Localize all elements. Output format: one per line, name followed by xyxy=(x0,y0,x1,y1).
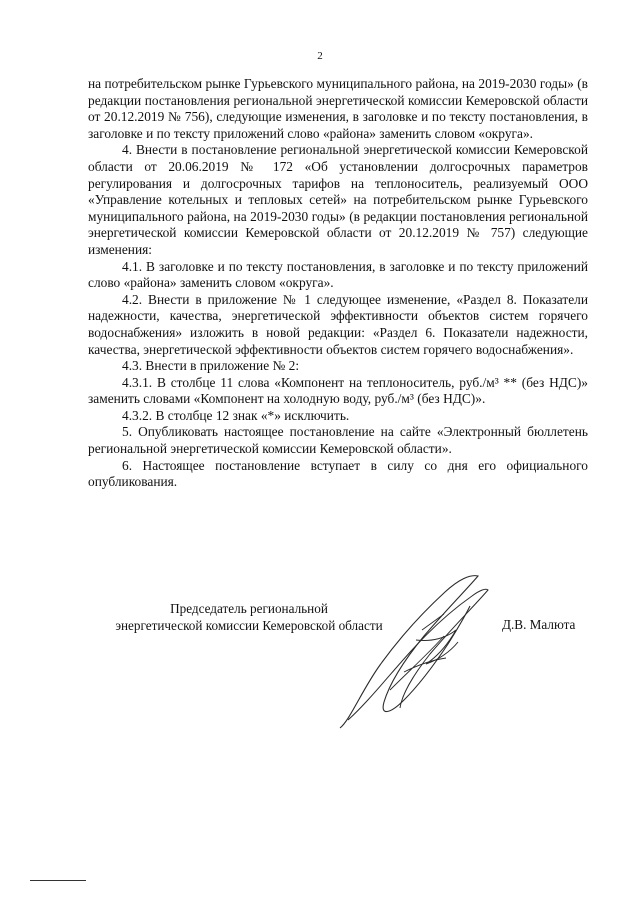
paragraph-item-4-3-2: 4.3.2. В столбце 12 знак «*» исключить. xyxy=(122,407,350,423)
footer-rule xyxy=(30,880,86,881)
paragraph-item-4-2: 4.2. Внести в приложение № 1 следующее изменение, «Раздел 8. Показатели надежности, качества, энергетической эффективности объектов систем горячего водоснабжения» изложить в новой редакции: «Раздел 6. Показатели надежности, качества, энергетической эффективности объектов систем горячего водоснабжения». xyxy=(88,291,588,357)
paragraph-item-4-3: 4.3. Внести в приложение № 2: xyxy=(122,358,300,374)
paragraph-continuation: на потребительском рынке Гурьевского муниципального района, на 2019-2030 годы» (в редакции постановления региональной энергетической комиссии Кемеровской области от 20.12.2019 № 756), следующие изменения, в заголовке и по тексту постановления, в заголовке и по тексту приложений слово «района» заменить словом «округа». xyxy=(88,76,588,141)
paragraph-item-6: 6. Настоящее постановление вступает в силу со дня его официального опубликования. xyxy=(88,457,588,490)
paragraph-item-4-3-1: 4.3.1. В столбце 11 слова «Компонент на теплоноситель, руб./м³ ** (без НДС)» заменить словами «Компонент на холодную воду, руб./м³ (без НДС)». xyxy=(88,374,588,407)
handwritten-signature xyxy=(320,570,510,740)
paragraph-item-4-1: 4.1. В заголовке и по тексту постановления, в заголовке и по тексту приложений слово «района» заменить словом «округа». xyxy=(88,258,588,291)
signatory-position-line-1: Председатель региональной xyxy=(170,601,328,616)
page-number: 2 xyxy=(317,50,323,62)
signatory-name: Д.В. Малюта xyxy=(502,617,576,632)
document-body xyxy=(88,76,588,491)
paragraph-item-5: 5. Опубликовать настоящее постановление на сайте «Электронный бюллетень региональной энергетической комиссии Кемеровской области». xyxy=(88,424,588,457)
paragraph-item-4: 4. Внести в постановление региональной энергетической комиссии Кемеровской области от 20.06.2019 № 172 «Об установлении долгосрочных параметров регулирования и долгосрочных тарифов на теплоноситель, реализуемый ООО «Управление котельных и тепловых сетей» на потребительском рынке Гурьевского муниципального района, на 2019-2030 годы» (в редакции постановления региональной энергетической комиссии Кемеровской области от 20.12.2019 № 757) следующие изменения: xyxy=(88,142,588,257)
signatory-position-line-2: энергетической комиссии Кемеровской области xyxy=(115,618,383,633)
